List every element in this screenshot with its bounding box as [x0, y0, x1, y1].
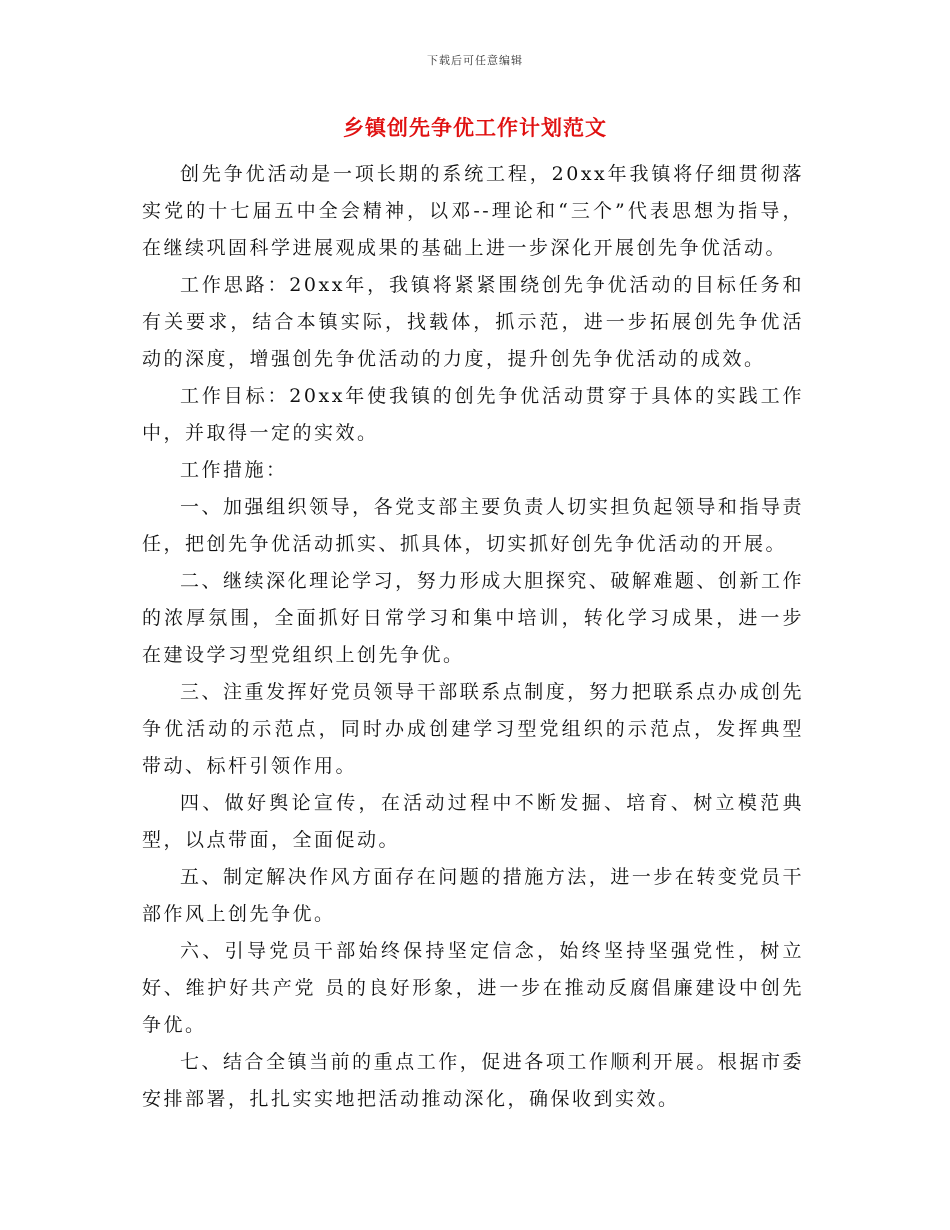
paragraph-measure-5: 五、制定解决作风方面存在问题的措施方法，进一步在转变党员干部作风上创先争优。 — [142, 866, 804, 925]
paragraph-measure-1: 一、加强组织领导，各党支部主要负责人切实担负起领导和指导责任，把创先争优活动抓实、抓具体，切实抓好创先争优活动的开展。 — [142, 496, 804, 555]
paragraph-intro: 创先争优活动是一项长期的系统工程，20xx年我镇将仔细贯彻落实党的十七届五中全会精神，以邓--理论和“三个”代表思想为指导，在继续巩固科学进展观成果的基础上进一步深化开展创先争优活动。 — [142, 163, 804, 259]
paragraph-measures-heading: 工作措施： — [180, 459, 288, 481]
paragraph-measure-3: 三、注重发挥好党员领导干部联系点制度，努力把联系点办成创先争优活动的示范点，同时办成创建学习型党组织的示范点，发挥典型带动、标杆引领作用。 — [142, 681, 804, 777]
paragraph-measure-2: 二、继续深化理论学习，努力形成大胆探究、破解难题、创新工作的浓厚氛围，全面抓好日常学习和集中培训，转化学习成果，进一步在建设学习型党组织上创先争优。 — [142, 570, 804, 666]
paragraph-measure-4: 四、做好舆论宣传，在活动过程中不断发掘、培育、树立模范典型，以点带面，全面促动。 — [142, 792, 804, 851]
document-body — [142, 156, 804, 1118]
document-title: 乡镇创先争优工作计划范文 — [343, 116, 607, 140]
paragraph-work-approach: 工作思路：20xx年，我镇将紧紧围绕创先争优活动的目标任务和有关要求，结合本镇实际，找载体，抓示范，进一步拓展创先争优活动的深度，增强创先争优活动的力度，提升创先争优活动的成效。 — [142, 274, 804, 370]
paragraph-measure-7: 七、结合全镇当前的重点工作，促进各项工作顺利开展。根据市委安排部署，扎扎实实地把活动推动深化，确保收到实效。 — [142, 1051, 804, 1110]
paragraph-measure-6: 六、引导党员干部始终保持坚定信念，始终坚持坚强党性，树立好、维护好共产党 员的良好形象，进一步在推动反腐倡廉建设中创先争优。 — [142, 940, 804, 1036]
page-header: 下载后可任意编辑 — [427, 54, 523, 67]
paragraph-work-goal: 工作目标：20xx年使我镇的创先争优活动贯穿于具体的实践工作中，并取得一定的实效。 — [142, 385, 804, 444]
